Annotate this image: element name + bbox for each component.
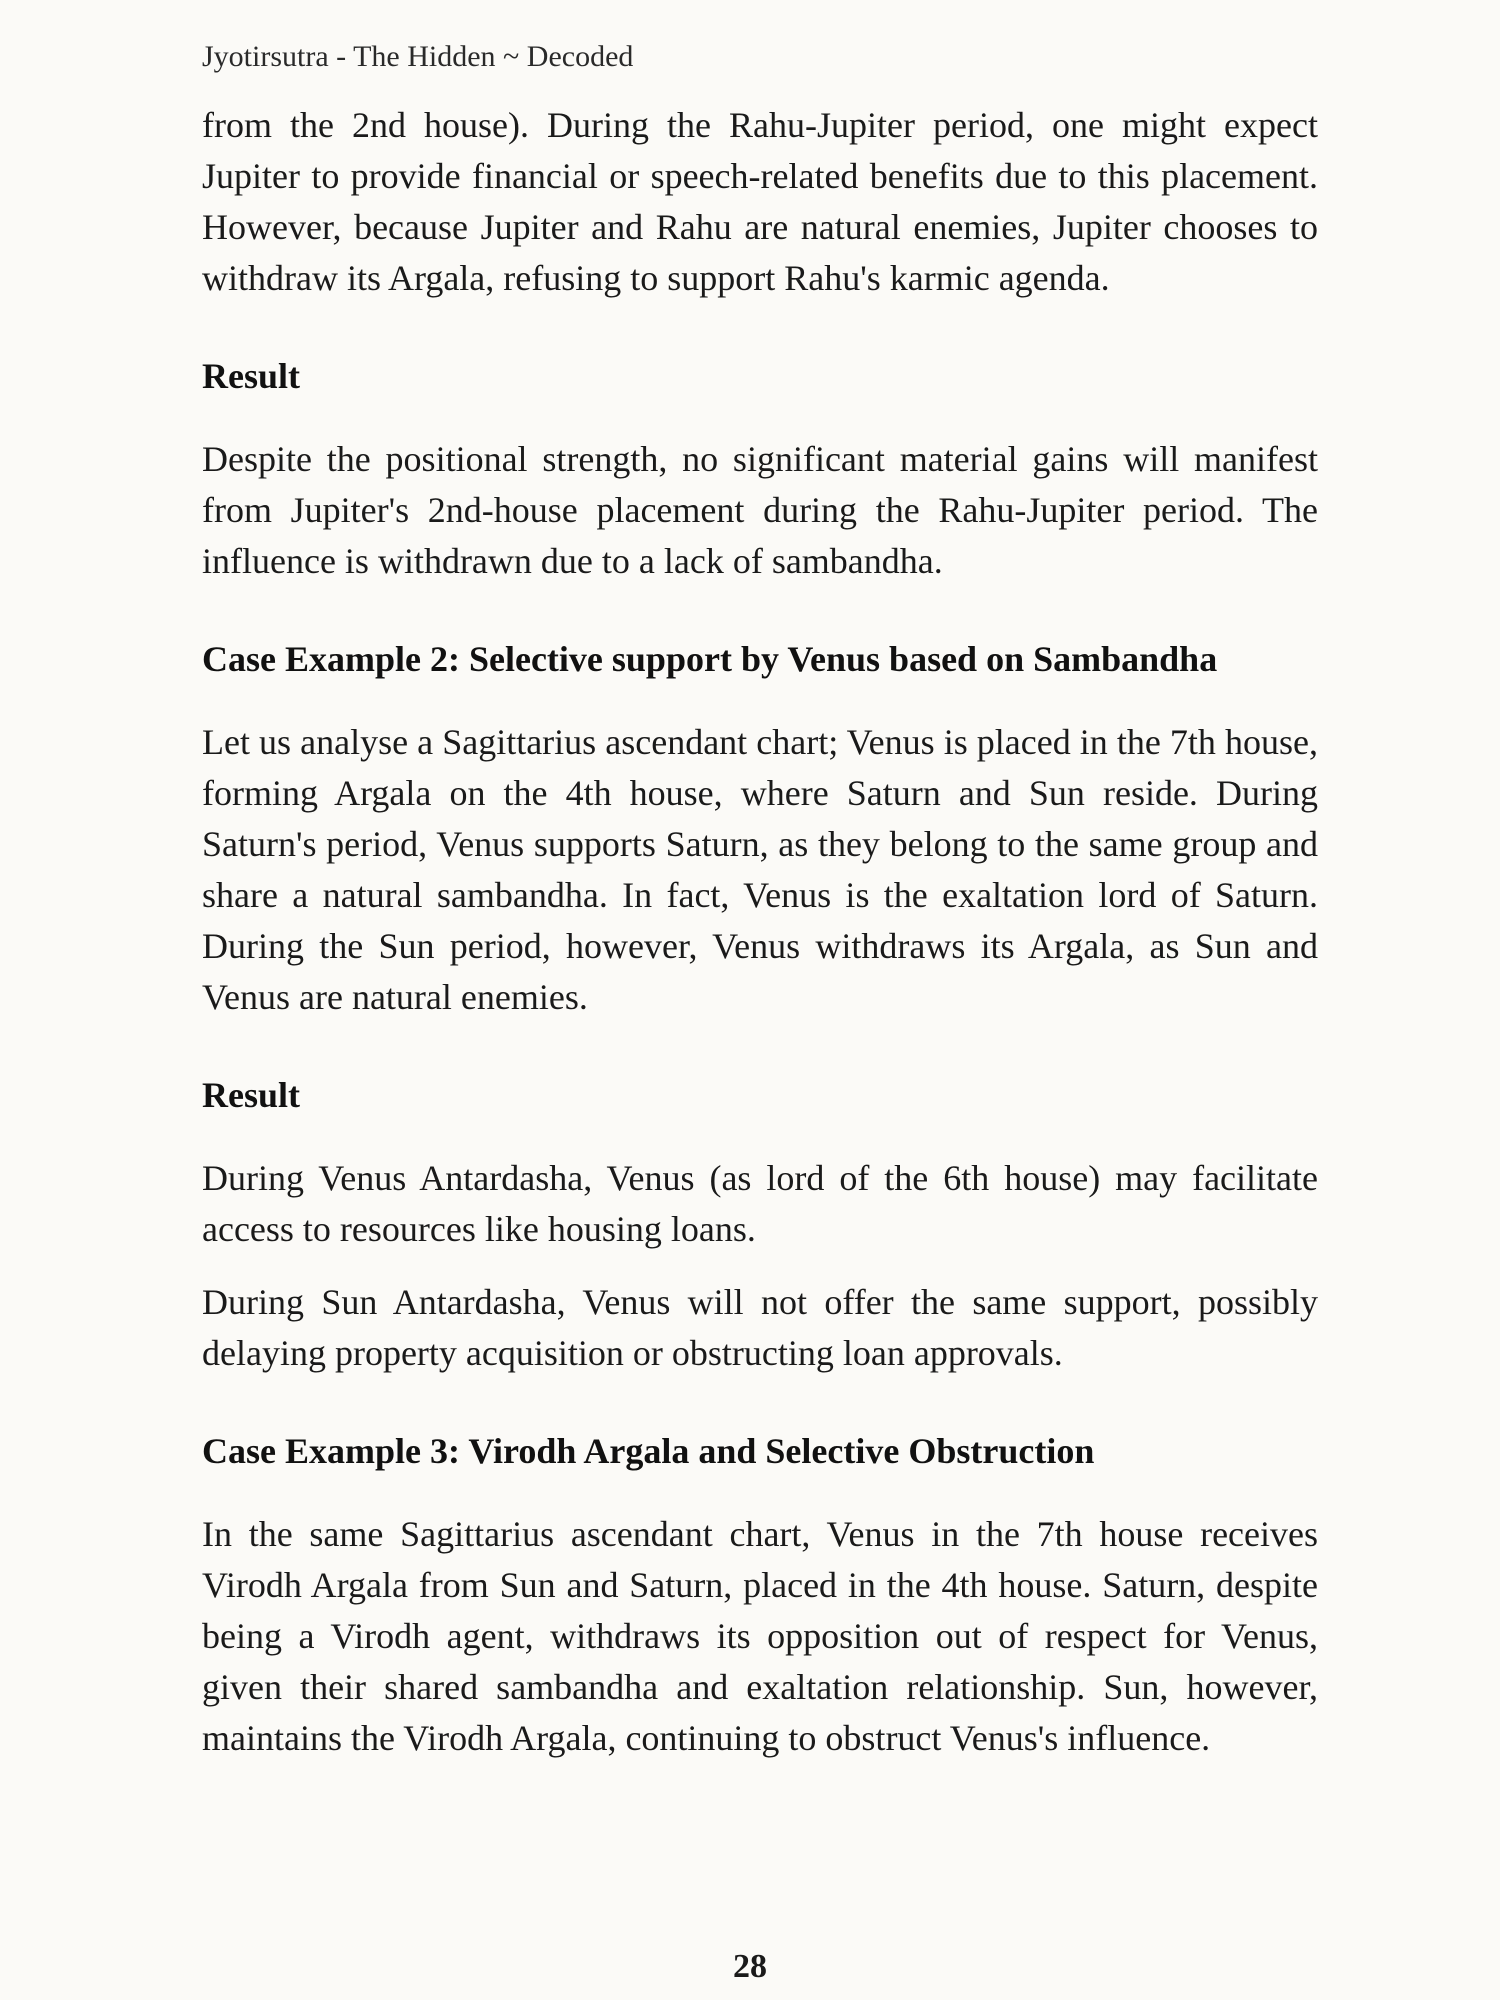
result-paragraph-1: Despite the positional strength, no significant material gains will manifest from Jupiter's 2nd-house placement during the Rahu-Jupiter period. The influence is withdrawn due to a lack of sambandha.: [202, 439, 1318, 581]
case-example-3-heading: Case Example 3: Virodh Argala and Selective Obstruction: [202, 1431, 1095, 1471]
spacer: [202, 1477, 1318, 1509]
spacer: [202, 1255, 1318, 1277]
spacer: [202, 587, 1318, 634]
case-example-3-paragraph: In the same Sagittarius ascendant chart, Venus in the 7th house receives Virodh Argala from Sun and Saturn, placed in the 4th house. Saturn, despite being a Virodh agent, withdraws its opposition out of respect for Venus, given their shared sambandha and exaltation relationship. Sun, however, maintains the Virodh Argala, continuing to obstruct Venus's influence.: [202, 1514, 1318, 1758]
result-heading-1: Result: [202, 356, 300, 396]
spacer: [202, 402, 1318, 434]
spacer: [202, 1379, 1318, 1426]
spacer: [202, 304, 1318, 351]
case-example-2-heading: Case Example 2: Selective support by Venus based on Sambandha: [202, 639, 1218, 679]
page-number: 28: [733, 1948, 767, 1985]
intro-paragraph: from the 2nd house). During the Rahu-Jupiter period, one might expect Jupiter to provide financial or speech-related benefits due to this placement. However, because Jupiter and Rahu are natural enemies, Jupiter chooses to withdraw its Argala, refusing to support Rahu's karmic agenda.: [202, 105, 1318, 298]
result-heading-2: Result: [202, 1075, 300, 1115]
result-paragraph-2b: During Sun Antardasha, Venus will not offer the same support, possibly delaying property acquisition or obstructing loan approvals.: [202, 1282, 1318, 1373]
spacer: [202, 685, 1318, 717]
spacer: [202, 1121, 1318, 1153]
case-example-2-paragraph: Let us analyse a Sagittarius ascendant chart; Venus is placed in the 7th house, forming Argala on the 4th house, where Saturn and Sun reside. During Saturn's period, Venus supports Saturn, as they belong to the same group and share a natural sambandha. In fact, Venus is the exaltation lord of Saturn. During the Sun period, however, Venus withdraws its Argala, as Sun and Venus are natural enemies.: [202, 722, 1318, 1017]
spacer: [202, 1023, 1318, 1070]
running-header: Jyotirsutra - The Hidden ~ Decoded: [202, 40, 634, 73]
page-content: [202, 100, 1318, 1764]
result-paragraph-2a: During Venus Antardasha, Venus (as lord of the 6th house) may facilitate access to resources like housing loans.: [202, 1158, 1318, 1249]
